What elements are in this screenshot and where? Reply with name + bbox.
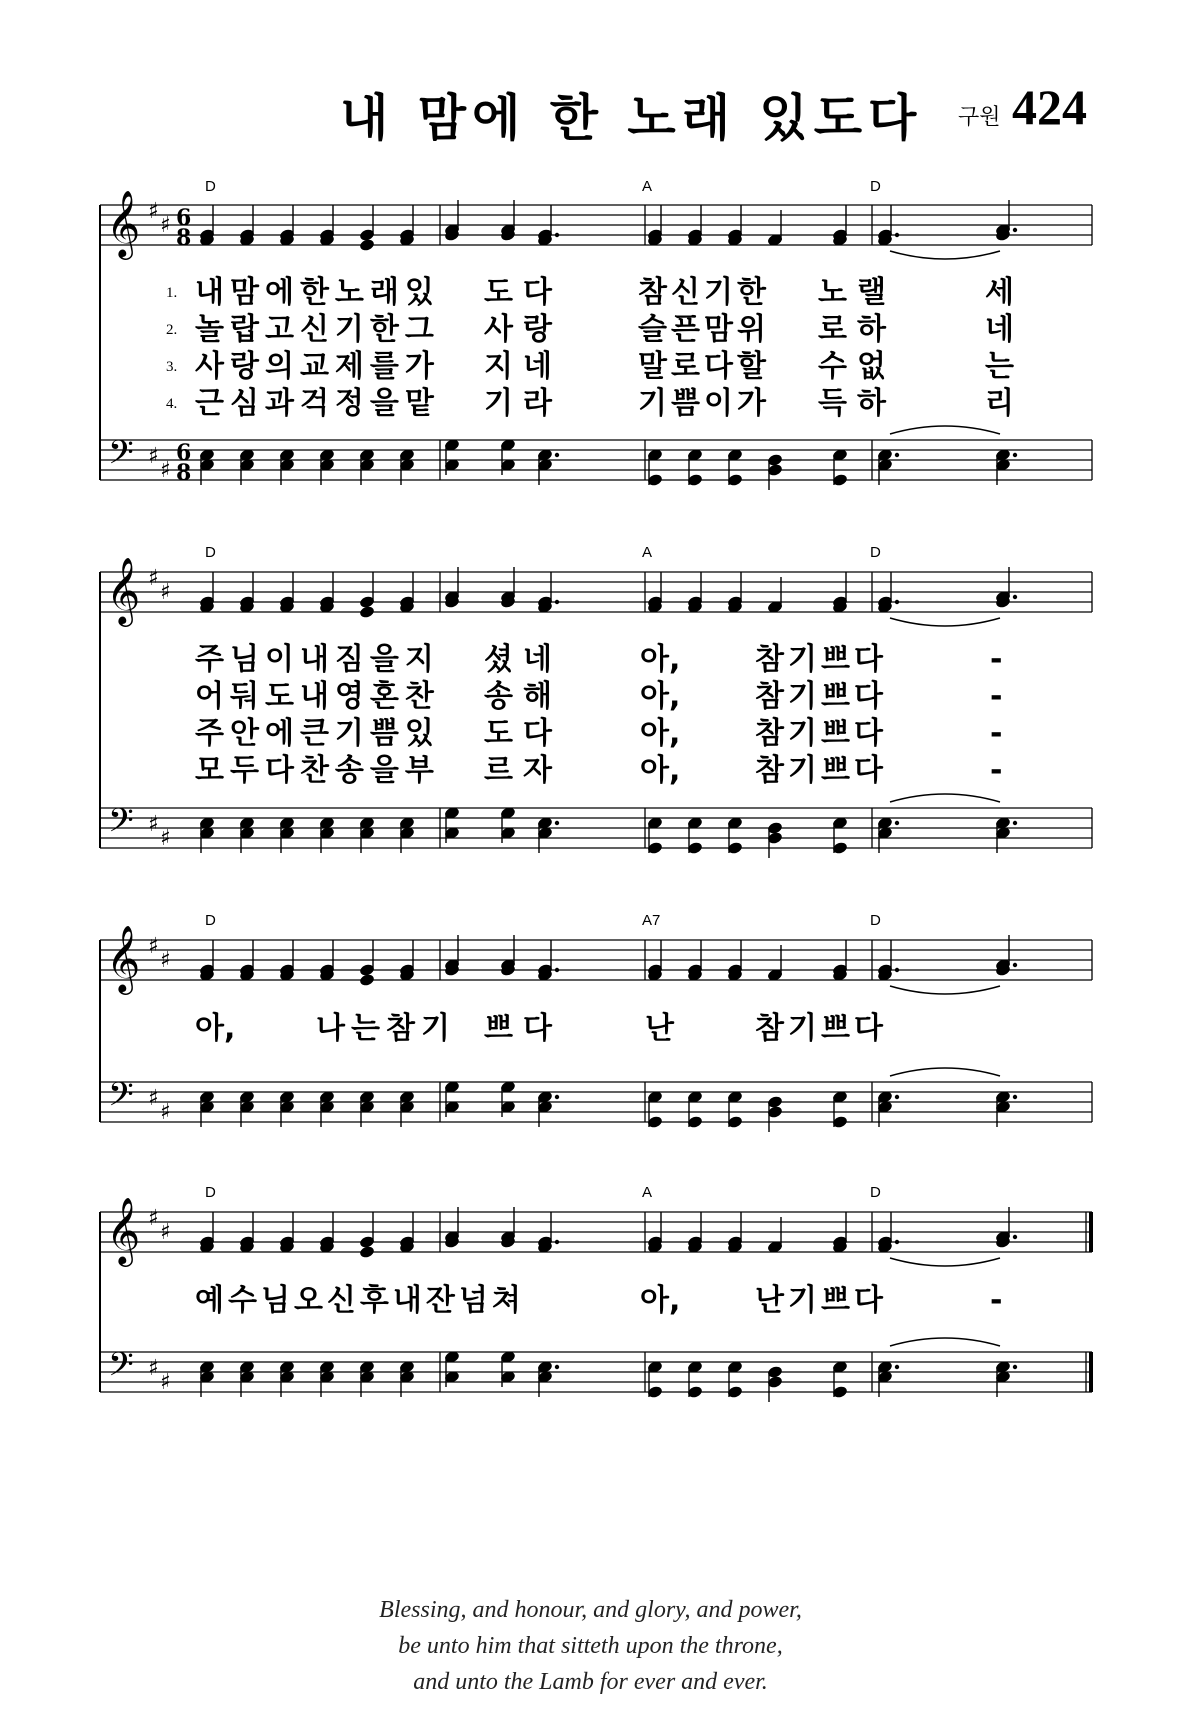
- note-dot: [555, 1095, 559, 1099]
- note-head: [359, 238, 376, 252]
- verse-number: 4.: [166, 396, 178, 412]
- note-dot: [555, 453, 559, 457]
- lyric-syllables: 참기쁘다: [755, 1011, 887, 1046]
- note-dot: [895, 1365, 899, 1369]
- time-signature-denominator: 8: [176, 460, 192, 486]
- note-dot: [895, 453, 899, 457]
- hymn-number: 424: [1012, 79, 1087, 135]
- lyric-syllables: 리: [985, 386, 1014, 421]
- sharp-icon: ♯: [160, 458, 171, 483]
- scripture-line: be unto him that sitteth upon the throne,: [398, 1633, 783, 1659]
- chord-symbol: D: [205, 544, 216, 561]
- note-dot: [895, 821, 899, 825]
- lyric-syllables: 아,: [640, 1283, 681, 1318]
- sharp-icon: ♯: [160, 213, 171, 238]
- tie: [890, 986, 1000, 994]
- chord-symbol: D: [870, 178, 881, 195]
- final-barline: [1089, 1352, 1093, 1392]
- verse-number: 1.: [166, 285, 178, 301]
- chord-symbol: D: [205, 1184, 216, 1201]
- chord-symbol: A: [642, 178, 653, 195]
- lyric-syllables: 슬픈맘위: [638, 312, 770, 347]
- lyric-syllables: 득하: [818, 386, 896, 421]
- lyric-syllables: 기쁨이가: [638, 386, 770, 421]
- note-dot: [1013, 1235, 1017, 1239]
- treble-clef-icon: 𝄞: [106, 1196, 141, 1264]
- lyric-syllables: 아,: [640, 753, 681, 788]
- sharp-icon: ♯: [160, 1370, 171, 1395]
- tie: [890, 1258, 1000, 1266]
- lyric-syllables: -: [990, 753, 1003, 788]
- lyric-syllables: -: [990, 642, 1003, 677]
- lyric-syllables: 난기쁘다: [755, 1283, 887, 1318]
- lyric-syllables: 참기쁘다: [755, 642, 887, 677]
- lyric-syllables: 사랑: [484, 312, 562, 347]
- sharp-icon: ♯: [160, 948, 171, 973]
- note-dot: [895, 1240, 899, 1244]
- lyric-syllables: 나는참기: [316, 1011, 456, 1046]
- note-head: [359, 1245, 376, 1259]
- bass-clef-icon: 𝄢: [108, 1346, 134, 1392]
- sharp-icon: ♯: [160, 1220, 171, 1245]
- lyric-syllables: 도다: [484, 275, 562, 310]
- lyric-syllables: -: [990, 1283, 1003, 1318]
- lyric-syllables: 사랑의교제를가: [195, 349, 440, 384]
- time-signature-numerator: 6: [176, 440, 192, 466]
- hymnal-label: 구원: [958, 105, 1001, 130]
- time-signature-numerator: 6: [176, 205, 192, 231]
- chord-symbol: D: [205, 912, 216, 929]
- note-head: [359, 973, 376, 987]
- lyric-syllables: 아,: [640, 716, 681, 751]
- sharp-icon: ♯: [148, 1086, 159, 1111]
- hymn-title: 내 맘에 한 노래 있도다: [340, 89, 923, 147]
- lyric-syllables: 참기쁘다: [755, 716, 887, 751]
- lyric-syllables: 송해: [484, 679, 562, 714]
- lyric-syllables: 셨네: [484, 642, 562, 677]
- bass-clef-icon: 𝄢: [108, 802, 134, 848]
- chord-symbol: A7: [642, 912, 661, 929]
- sharp-icon: ♯: [148, 1206, 159, 1231]
- treble-clef-icon: 𝄞: [106, 189, 141, 257]
- chord-symbol: D: [870, 1184, 881, 1201]
- lyric-syllables: 세: [985, 275, 1014, 310]
- lyric-syllables: 지네: [484, 349, 562, 384]
- lyric-syllables: -: [990, 716, 1003, 751]
- note-dot: [895, 600, 899, 604]
- note-dot: [1013, 453, 1017, 457]
- tie: [890, 426, 1000, 434]
- lyric-syllables: 예수님오신후내잔넘쳐: [195, 1283, 525, 1318]
- lyric-syllables: 기라: [484, 386, 562, 421]
- chord-symbol: D: [870, 544, 881, 561]
- scripture-line: and unto the Lamb for ever and ever.: [413, 1669, 768, 1695]
- scripture-quote: [0, 1592, 1181, 1700]
- note-dot: [555, 968, 559, 972]
- chord-symbol: D: [870, 912, 881, 929]
- sharp-icon: ♯: [148, 1356, 159, 1381]
- treble-clef-icon: 𝄞: [106, 556, 141, 624]
- sharp-icon: ♯: [148, 934, 159, 959]
- tie: [890, 618, 1000, 626]
- lyric-syllables: 참기쁘다: [755, 679, 887, 714]
- lyric-syllables: 아,: [195, 1011, 236, 1046]
- note-dot: [1013, 595, 1017, 599]
- lyric-syllables: 모두다찬송을부: [195, 753, 440, 788]
- note-dot: [1013, 963, 1017, 967]
- lyric-syllables: 는: [985, 349, 1014, 384]
- lyric-syllables: 네: [985, 312, 1014, 347]
- lyric-syllables: 노랠: [818, 275, 896, 310]
- tie: [890, 794, 1000, 802]
- note-dot: [1013, 1365, 1017, 1369]
- lyric-syllables: 아,: [640, 679, 681, 714]
- lyric-syllables: 아,: [640, 642, 681, 677]
- lyric-syllables: -: [990, 679, 1003, 714]
- lyric-syllables: 로하: [818, 312, 896, 347]
- note-dot: [555, 821, 559, 825]
- bass-clef-icon: 𝄢: [108, 434, 134, 480]
- sharp-icon: ♯: [160, 826, 171, 851]
- lyric-syllables: 난: [645, 1011, 674, 1046]
- chord-symbol: A: [642, 1184, 653, 1201]
- time-signature-denominator: 8: [176, 225, 192, 251]
- note-dot: [1013, 821, 1017, 825]
- note-dot: [555, 233, 559, 237]
- tie: [890, 1338, 1000, 1346]
- lyric-syllables: 참기쁘다: [755, 753, 887, 788]
- tie: [890, 1068, 1000, 1076]
- final-barline: [1089, 1212, 1093, 1252]
- sharp-icon: ♯: [160, 580, 171, 605]
- verse-number: 2.: [166, 322, 178, 338]
- sharp-icon: ♯: [148, 566, 159, 591]
- treble-clef-icon: 𝄞: [106, 924, 141, 992]
- note-dot: [1013, 228, 1017, 232]
- verse-number: 3.: [166, 359, 178, 375]
- scripture-line: Blessing, and honour, and glory, and power,: [379, 1597, 802, 1623]
- lyric-syllables: 주안에큰기쁨있: [195, 716, 440, 751]
- lyric-syllables: 참신기한: [638, 275, 770, 310]
- sharp-icon: ♯: [148, 444, 159, 469]
- note-dot: [555, 1365, 559, 1369]
- lyric-syllables: 수없: [818, 349, 896, 384]
- lyric-syllables: 쁘다: [484, 1011, 562, 1046]
- note-dot: [895, 1095, 899, 1099]
- bass-clef-icon: 𝄢: [108, 1076, 134, 1122]
- lyric-syllables: 내맘에한노래있: [195, 275, 440, 310]
- lyric-syllables: 르자: [484, 753, 562, 788]
- lyric-syllables: 주님이내짐을지: [195, 642, 440, 677]
- note-dot: [895, 233, 899, 237]
- tie: [890, 251, 1000, 259]
- chord-symbol: A: [642, 544, 653, 561]
- note-dot: [895, 968, 899, 972]
- chord-symbol: D: [205, 178, 216, 195]
- lyric-syllables: 어둬도내영혼찬: [195, 679, 440, 714]
- sharp-icon: ♯: [160, 1100, 171, 1125]
- lyric-syllables: 놀랍고신기한그: [195, 312, 440, 347]
- note-head: [359, 605, 376, 619]
- lyric-syllables: 도다: [484, 716, 562, 751]
- lyric-syllables: 근심과걱정을맡: [195, 386, 440, 421]
- note-dot: [555, 600, 559, 604]
- note-dot: [1013, 1095, 1017, 1099]
- note-dot: [555, 1240, 559, 1244]
- lyric-syllables: 말로다할: [638, 349, 770, 384]
- sharp-icon: ♯: [148, 199, 159, 224]
- sharp-icon: ♯: [148, 812, 159, 837]
